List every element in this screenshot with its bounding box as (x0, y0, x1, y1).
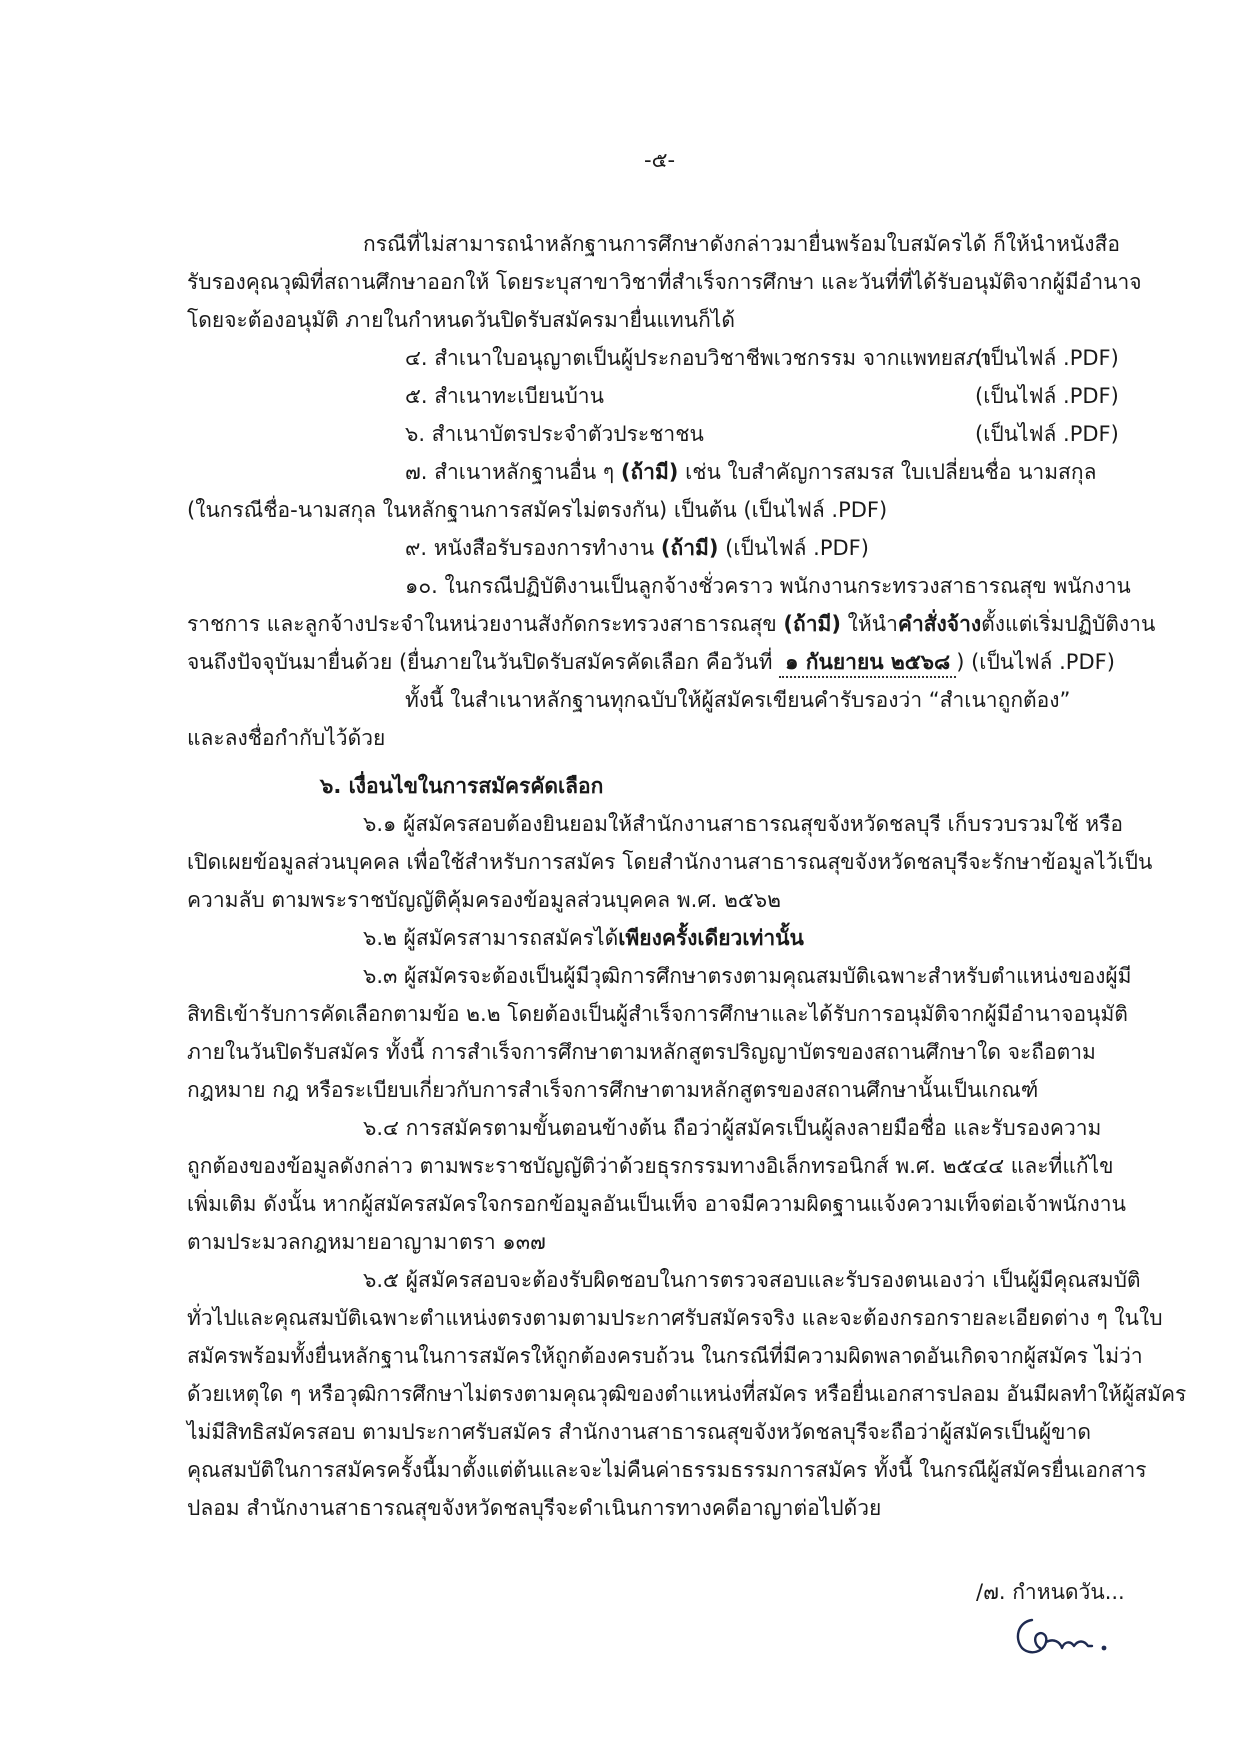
item-9-text: ๙. หนังสือรับรองการทำงาน (405, 536, 655, 560)
item-10-deadline-file: ) (เป็นไฟล์ .PDF) (956, 650, 1115, 674)
item-4-text: ๔. สำเนาใบอนุญาตเป็นผู้ประกอบวิชาชีพเวชกรรม จากแพทยสภา (405, 346, 992, 370)
item-10-line-3 (187, 648, 1115, 678)
item-7-optional: (ถ้ามี) (620, 460, 679, 484)
item-7-line-1 (405, 458, 1096, 486)
item-7-line-2: (ในกรณีชื่อ-นามสกุล ในหลักฐานการสมัครไม่ตรงกัน) เป็นต้น (เป็นไฟล์ .PDF) (187, 498, 888, 522)
item-9-file: (เป็นไฟล์ .PDF) (725, 536, 869, 560)
continuation-note: /๗. กำหนดวัน... (976, 1580, 1125, 1604)
item-4-file: (เป็นไฟล์ .PDF) (975, 346, 1119, 370)
item-10-text-a: ราชการ และลูกจ้างประจำในหน่วยงานสังกัดกระทรวงสาธารณสุข (187, 612, 777, 636)
para-6-5-line-3: สมัครพร้อมทั้งยื่นหลักฐานในการสมัครให้ถูกต้องครบถ้วน ในกรณีที่มีความผิดพลาดอันเกิดจากผู้สมัคร ไม่ว่า (187, 1344, 1143, 1368)
item-10-deadline-date: ๑ กันยายน ๒๕๖๘ (779, 648, 956, 678)
note-line-1: ทั้งนี้ ในสำเนาหลักฐานทุกฉบับให้ผู้สมัครเขียนคำรับรองว่า “สำเนาถูกต้อง” (405, 688, 1071, 712)
para-6-5-line-6: คุณสมบัติในการสมัครครั้งนี้มาตั้งแต่ต้นและจะไม่คืนค่าธรรมธรรมการสมัคร ทั้งนี้ ในกรณีผู้สมัครยื่นเอกสาร (187, 1458, 1147, 1482)
item-7-text: ๗. สำเนาหลักฐานอื่น ๆ (405, 460, 615, 484)
para-6-1-line-2: เปิดเผยข้อมูลส่วนบุคคล เพื่อใช้สำหรับการสมัคร โดยสำนักงานสาธารณสุขจังหวัดชลบุรีจะรักษาข้อมูลไว้เป็น (187, 850, 1153, 874)
note-line-2: และลงชื่อกำกับไว้ด้วย (187, 726, 386, 750)
section-6-heading: ๖. เงื่อนไขในการสมัครคัดเลือก (320, 774, 604, 798)
item-10-line-1: ๑๐. ในกรณีปฏิบัติงานเป็นลูกจ้างชั่วคราว พนักงานกระทรวงสาธารณสุข พนักงาน (405, 574, 1131, 598)
item-10-text-e: ตั้งแต่เริ่มปฏิบัติงาน (981, 612, 1156, 636)
item-10-deadline-text: จนถึงปัจจุบันมายื่นด้วย (ยื่นภายในวันปิดรับสมัครคัดเลือก คือวันที่ (187, 650, 773, 674)
para-6-1-line-1: ๖.๑ ผู้สมัครสอบต้องยินยอมให้สำนักงานสาธารณสุขจังหวัดชลบุรี เก็บรวบรวมใช้ หรือ (363, 812, 1124, 836)
item-6-file: (เป็นไฟล์ .PDF) (975, 422, 1119, 446)
para-6-4-line-4: ตามประมวลกฎหมายอาญามาตรา ๑๓๗ (187, 1230, 546, 1254)
para-6-5-line-1: ๖.๕ ผู้สมัครสอบจะต้องรับผิดชอบในการตรวจสอบและรับรองตนเองว่า เป็นผู้มีคุณสมบัติ (363, 1268, 1141, 1292)
page-number: -๕- (644, 148, 676, 172)
item-9-line (405, 534, 869, 562)
para-6-2 (363, 924, 804, 952)
intro-line-2: รับรองคุณวุฒิที่สถานศึกษาออกให้ โดยระบุสาขาวิชาที่สำเร็จการศึกษา และวันที่ที่ได้รับอนุมัติจากผู้มีอำนาจ (187, 270, 1142, 294)
item-10-text-c: ให้นำ (847, 612, 898, 636)
para-6-3-line-4: กฎหมาย กฎ หรือระเบียบเกี่ยวกับการสำเร็จการศึกษาตามหลักสูตรของสถานศึกษานั้นเป็นเกณฑ์ (187, 1078, 1039, 1102)
para-6-3-line-3: ภายในวันปิดรับสมัคร ทั้งนี้ การสำเร็จการศึกษาตามหลักสูตรปริญญาบัตรของสถานศึกษาใด จะถือตาม (187, 1040, 1096, 1064)
para-6-5-line-7: ปลอม สำนักงานสาธารณสุขจังหวัดชลบุรีจะดำเนินการทางคดีอาญาต่อไปด้วย (187, 1496, 882, 1520)
para-6-3-line-1: ๖.๓ ผู้สมัครจะต้องเป็นผู้มีวุฒิการศึกษาตรงตามคุณสมบัติเฉพาะสำหรับตำแหน่งของผู้มี (363, 964, 1132, 988)
para-6-1-line-3: ความลับ ตามพระราชบัญญัติคุ้มครองข้อมูลส่วนบุคคล พ.ศ. ๒๕๖๒ (187, 888, 781, 912)
item-7-examples: เช่น ใบสำคัญการสมรส ใบเปลี่ยนชื่อ นามสกุล (685, 460, 1097, 484)
para-6-2-text: ๖.๒ ผู้สมัครสามารถสมัครได้ (363, 926, 619, 950)
para-6-5-line-5: ไม่มีสิทธิสมัครสอบ ตามประกาศรับสมัคร สำนักงานสาธารณสุขจังหวัดชลบุรีจะถือว่าผู้สมัครเป็นผู้ขาด (187, 1420, 1091, 1444)
item-5-file: (เป็นไฟล์ .PDF) (975, 384, 1119, 408)
para-6-4-line-3: เพิ่มเติม ดังนั้น หากผู้สมัครสมัครใจกรอกข้อมูลอันเป็นเท็จ อาจมีความผิดฐานแจ้งความเท็จต่อเจ้าพนักงาน (187, 1192, 1126, 1216)
para-6-4-line-2: ถูกต้องของข้อมูลดังกล่าว ตามพระราชบัญญัติว่าด้วยธุรกรรมทางอิเล็กทรอนิกส์ พ.ศ. ๒๕๔๔ และที่แก้ไข (187, 1154, 1114, 1178)
item-6-text: ๖. สำเนาบัตรประจำตัวประชาชน (405, 422, 704, 446)
intro-line-3: โดยจะต้องอนุมัติ ภายในกำหนดวันปิดรับสมัครมายื่นแทนก็ได้ (187, 308, 735, 332)
para-6-4-line-1: ๖.๔ การสมัครตามขั้นตอนข้างต้น ถือว่าผู้สมัครเป็นผู้ลงลายมือชื่อ และรับรองความ (363, 1116, 1102, 1140)
para-6-3-line-2: สิทธิเข้ารับการคัดเลือกตามข้อ ๒.๒ โดยต้องเป็นผู้สำเร็จการศึกษาและได้รับการอนุมัติจากผู้มีอำนาจอนุมัติ (187, 1002, 1128, 1026)
item-5-text: ๕. สำเนาทะเบียนบ้าน (405, 384, 604, 408)
para-6-5-line-4: ด้วยเหตุใด ๆ หรือวุฒิการศึกษาไม่ตรงตามคุณวุฒิของตำแหน่งที่สมัคร หรือยื่นเอกสารปลอม อันมีผลทำให้ผู้สมัคร (187, 1382, 1187, 1406)
item-10-order: คำสั่งจ้าง (897, 612, 982, 636)
para-6-2-emphasis: เพียงครั้งเดียวเท่านั้น (618, 926, 804, 950)
item-10-optional: (ถ้ามี) (783, 612, 841, 636)
para-6-5-line-2: ทั่วไปและคุณสมบัติเฉพาะตำแหน่งตรงตามตามประกาศรับสมัครจริง และจะต้องกรอกรายละเอียดต่าง ๆ ในใบ (187, 1306, 1163, 1330)
item-9-optional: (ถ้ามี) (660, 536, 719, 560)
intro-line-1: กรณีที่ไม่สามารถนำหลักฐานการศึกษาดังกล่าวมายื่นพร้อมใบสมัครได้ ก็ให้นำหนังสือ (363, 232, 1120, 256)
initials-signature (1010, 1612, 1130, 1662)
item-10-line-2 (187, 610, 1155, 638)
